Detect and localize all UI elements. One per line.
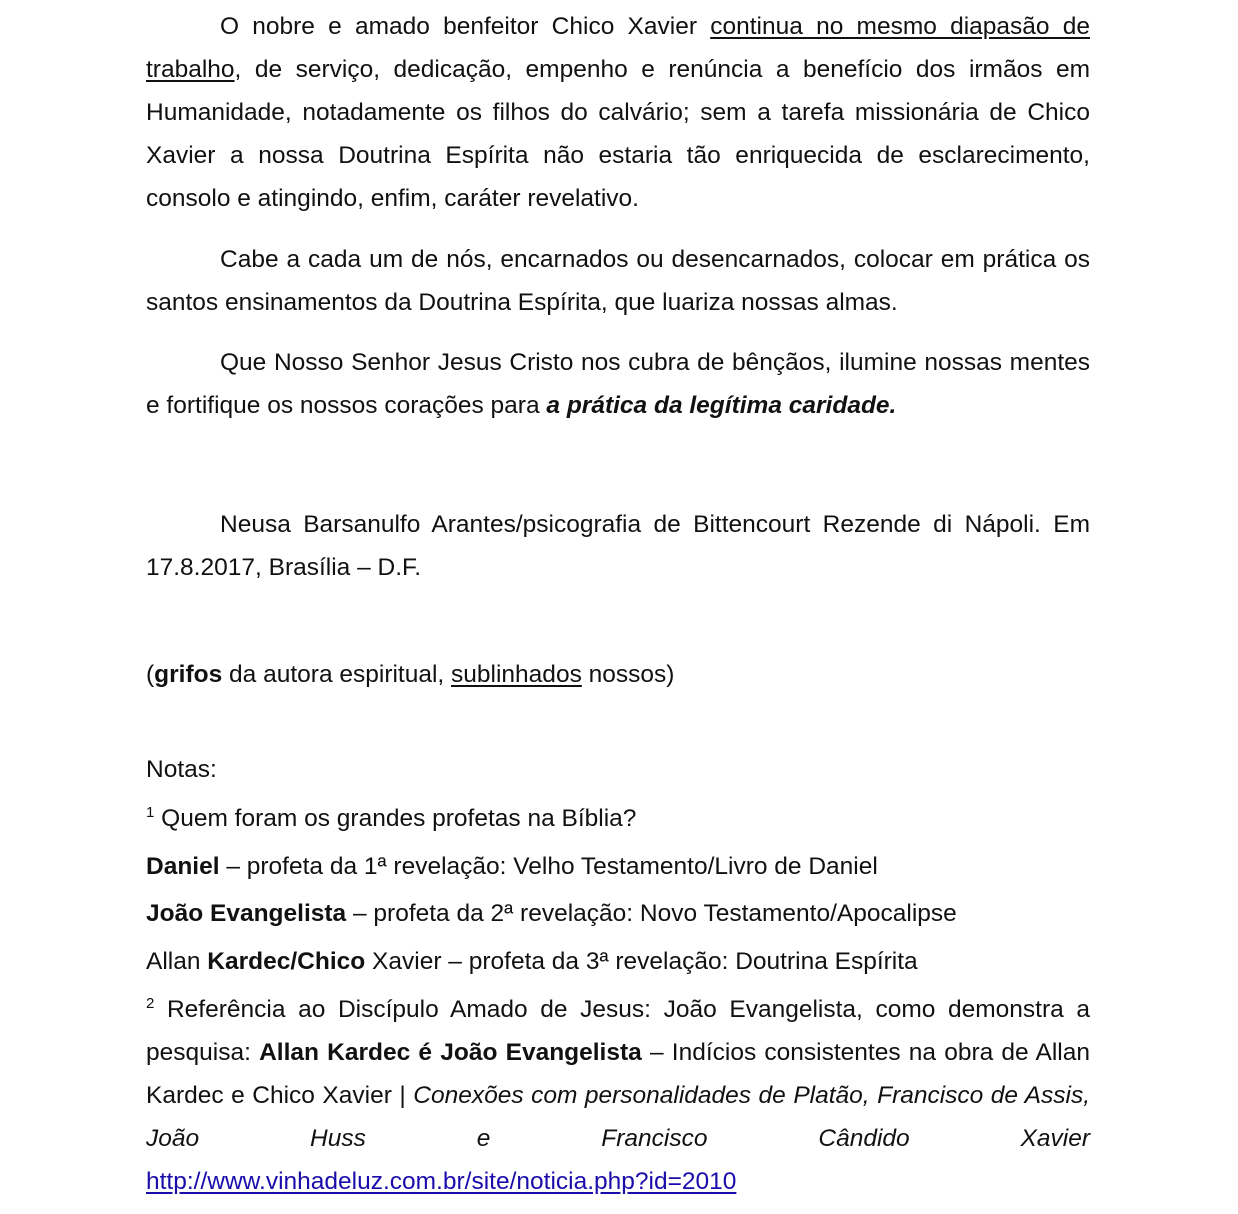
- note1-question-text: Quem foram os grandes profetas na Bíblia?: [154, 805, 637, 832]
- note2-marker: 2: [146, 995, 155, 1012]
- note1-question: [146, 797, 1090, 840]
- note1-line-joao: [146, 892, 1090, 935]
- note1-marker: 1: [146, 804, 155, 821]
- note2-line2-pre: pesquisa:: [146, 1039, 260, 1066]
- grifos-close: nossos): [581, 661, 675, 688]
- note2-link-line: [146, 1160, 1090, 1203]
- note1-line2-rest: – profeta da 2ª revelação: Novo Testamento/Apocalipse: [346, 900, 957, 927]
- grifos-middle: da autora espiritual,: [222, 661, 452, 688]
- note1-line3-bold: Kardec/Chico: [207, 948, 366, 975]
- grifos-open: (: [146, 661, 155, 688]
- note1-line3-pre: Allan: [146, 948, 208, 975]
- paragraph3-bold-italic: a prática da legítima caridade.: [546, 392, 897, 419]
- note2-link[interactable]: http://www.vinhadeluz.com.br/site/noticia.php?id=2010: [146, 1168, 737, 1195]
- paragraph-chico-xavier: [146, 5, 1090, 220]
- paragraph-que-nosso-senhor: [146, 341, 1090, 427]
- paragraph1-underlined: continua no mesmo diapasão de trabalho: [146, 13, 1090, 83]
- grifos-line: [146, 653, 1090, 696]
- note1-line3-rest: Xavier – profeta da 3ª revelação: Doutrina Espírita: [365, 948, 918, 975]
- note2-line3-italic: Conexões com personalidades de Platão, Francisco de Assis,: [413, 1082, 1090, 1109]
- note1-line-daniel: [146, 845, 1090, 888]
- note1-line2-bold: João Evangelista: [146, 900, 347, 927]
- paragraph-cabe-a-cada-um: [146, 238, 1090, 324]
- paragraph3-text: Que Nosso Senhor Jesus Cristo nos cubra de bênçãos, ilumine nossas mentes e fortifique os nossos corações para: [146, 349, 1090, 419]
- note2-line2-rest: – Indícios consistentes na obra de Allan: [641, 1039, 1091, 1066]
- note2-line2: [146, 1031, 1090, 1074]
- grifos-bold: grifos: [154, 661, 223, 688]
- note2-line1-text: Referência ao Discípulo Amado de Jesus: João Evangelista, como demonstra a: [154, 996, 1090, 1023]
- note1-line1-rest: – profeta da 1ª revelação: Velho Testamento/Livro de Daniel: [219, 853, 878, 880]
- note1-line-kardec: [146, 940, 1090, 983]
- paragraph2-text: Cabe a cada um de nós, encarnados ou desencarnados, colocar em prática os santos ensinamentos da Doutrina Espírita, que luariza nossas almas.: [146, 246, 1090, 316]
- paragraph1-rest: , de serviço, dedicação, empenho e renúncia a benefício dos irmãos em Humanidade, notadamente os filhos do calvário; sem a tarefa missionária de Chico Xavier a nossa Doutrina Espírita não estaria tão enriquecida de esclarecimento, consolo e atingindo, enfim, caráter revelativo.: [146, 56, 1090, 212]
- signature-paragraph: [146, 503, 1090, 589]
- paragraph1-start: O nobre e amado benfeitor Chico Xavier: [220, 13, 711, 40]
- notes-heading: Notas:: [146, 756, 217, 783]
- grifos-underlined: sublinhados: [451, 661, 582, 688]
- note2-line4: João Huss e Francisco Cândido Xavier: [146, 1125, 1090, 1152]
- note2-line3-pre: Kardec e Chico Xavier |: [146, 1082, 414, 1109]
- note2-block: [146, 988, 1090, 1203]
- note1-line1-bold: Daniel: [146, 853, 220, 880]
- note2-line3: [146, 1074, 1090, 1117]
- signature-text: Neusa Barsanulfo Arantes/psicografia de Bittencourt Rezende di Nápoli. Em 17.8.2017, Brasília – D.F.: [146, 511, 1090, 581]
- note2-line1: [146, 988, 1090, 1031]
- note2-line2-bold: Allan Kardec é João Evangelista: [259, 1039, 642, 1066]
